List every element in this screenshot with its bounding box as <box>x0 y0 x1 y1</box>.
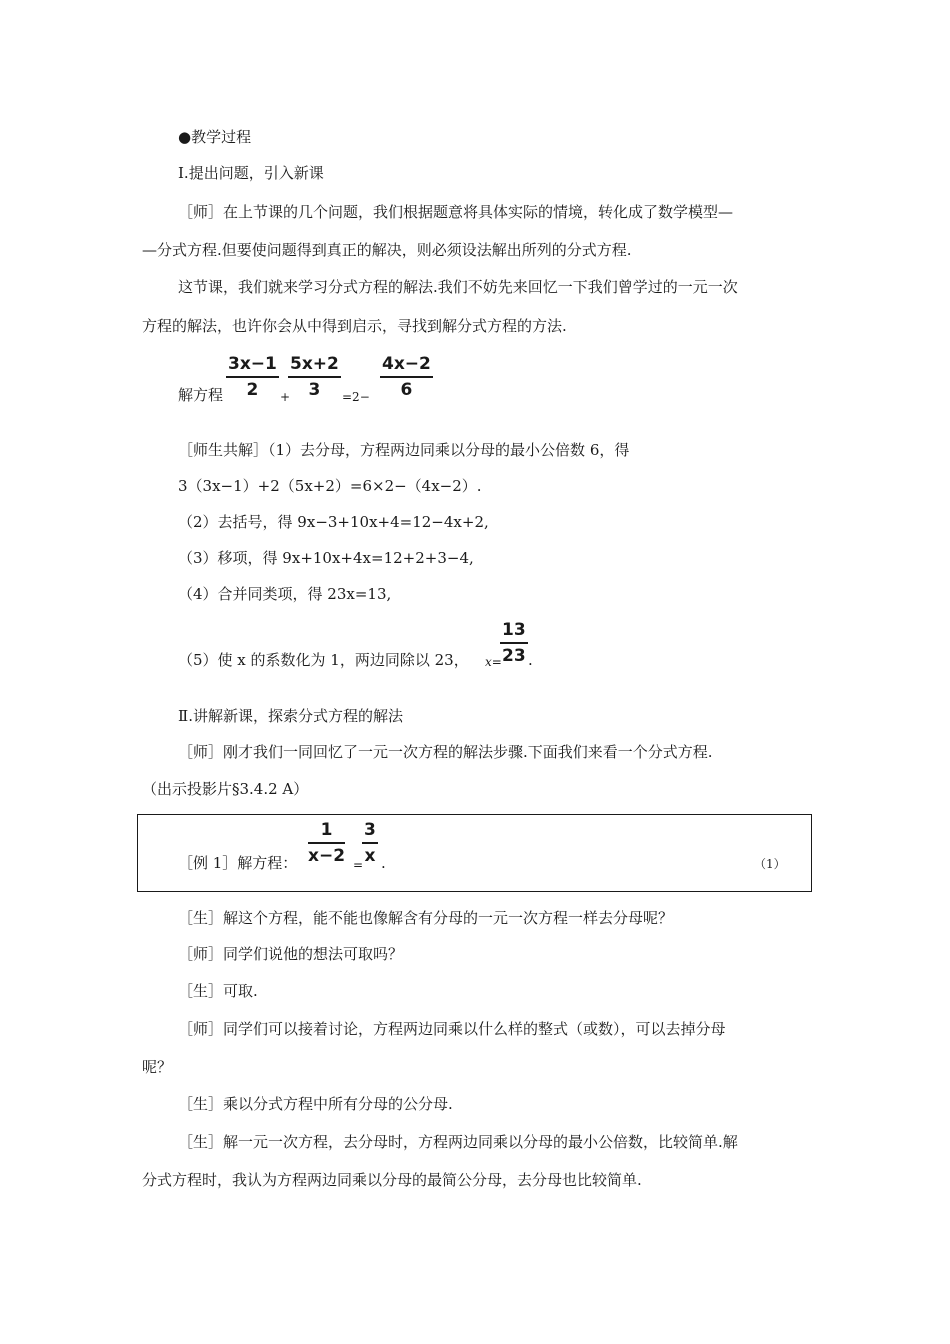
dialogue-line: ［师］同学们可以接着讨论，方程两边同乘以什么样的整式（或数），可以去掉分母 <box>178 1020 726 1038</box>
example-fraction-2-denominator: x <box>364 846 376 866</box>
example-fraction-1 <box>308 820 345 866</box>
dialogue-line: ［生］解这个方程，能不能也像解含有分母的一元一次方程一样去分母呢？ <box>178 909 674 927</box>
dialogue-line: ［生］解一元一次方程，去分母时，方程两边同乘以分母的最小公倍数，比较简单.解 <box>178 1133 738 1151</box>
fraction-1-numerator: 3x−1 <box>226 354 279 378</box>
equation-label: 解方程 <box>178 386 224 404</box>
solution-step2: （2）去括号，得 9x−3+10x+4=12−4x+2, <box>178 513 489 531</box>
section2-paragraph1: ［师］刚才我们一同回忆了一元一次方程的解法步骤.下面我们来看一个分式方程. <box>178 743 713 761</box>
solution-fraction <box>500 620 528 666</box>
solution-step1: 3（3x−1）+2（5x+2）=6×2−（4x−2）. <box>178 477 482 495</box>
example-label: ［例 1］解方程： <box>178 854 298 872</box>
paragraph1-line2: —分式方程.但要使问题得到真正的解决，则必须设法解出所列的分式方程. <box>142 241 632 259</box>
paragraph1-line1: ［师］在上节课的几个问题，我们根据题意将具体实际的情境，转化成了数学模型— <box>178 203 734 221</box>
dialogue-line: 呢？ <box>142 1058 173 1076</box>
section1-title: Ⅰ.提出问题，引入新课 <box>178 164 324 182</box>
section2-paragraph2: （出示投影片§3.4.2 A） <box>142 780 309 798</box>
solution-fraction-numerator: 13 <box>500 620 528 644</box>
dialogue-line: ［师］同学们说他的想法可取吗？ <box>178 945 404 963</box>
example-equals: = <box>353 858 364 872</box>
section2-title: Ⅱ.讲解新课，探索分式方程的解法 <box>178 707 403 725</box>
section-heading: ●教学过程 <box>178 128 252 146</box>
dialogue-line: 分式方程时，我认为方程两边同乘以分母的最简公分母，去分母也比较简单. <box>142 1171 642 1189</box>
solution-step3: （3）移项，得 9x+10x+4x=12+2+3−4, <box>178 549 474 567</box>
solution-step4: （4）合并同类项，得 23x=13, <box>178 585 392 603</box>
solution-step5: （5）使 x 的系数化为 1，两边同除以 23， <box>178 651 469 669</box>
example-fraction-2 <box>362 820 378 866</box>
example-period: . <box>381 854 386 872</box>
example-number: （1） <box>754 857 786 871</box>
fraction-3 <box>380 354 433 400</box>
fraction-2 <box>288 354 341 400</box>
paragraph2-line2: 方程的解法，也许你会从中得到启示，寻找到解分式方程的方法. <box>142 317 567 335</box>
fraction-1 <box>226 354 279 400</box>
fraction-3-numerator: 4x−2 <box>380 354 433 378</box>
paragraph2-line1: 这节课，我们就来学习分式方程的解法.我们不妨先来回忆一下我们曾学过的一元一次 <box>178 278 738 296</box>
dialogue-line: ［生］乘以分式方程中所有分母的公分母. <box>178 1095 453 1113</box>
fraction-1-denominator: 2 <box>246 380 259 400</box>
example-fraction-1-numerator: 1 <box>308 820 345 844</box>
dialogue-line: ［生］可取. <box>178 982 258 1000</box>
solution-fraction-denominator: 23 <box>502 646 526 666</box>
x-equals: x= <box>485 655 502 669</box>
equals-two-minus: =2− <box>342 390 370 404</box>
solution-period: . <box>528 651 533 669</box>
fraction-2-denominator: 3 <box>308 380 321 400</box>
example-fraction-2-numerator: 3 <box>362 820 378 844</box>
plus-sign: + <box>280 390 291 404</box>
example-fraction-1-denominator: x−2 <box>308 846 346 866</box>
fraction-3-denominator: 6 <box>400 380 413 400</box>
fraction-2-numerator: 5x+2 <box>288 354 341 378</box>
solution-intro: ［师生共解］（1）去分母，方程两边同乘以分母的最小公倍数 6，得 <box>178 441 630 459</box>
